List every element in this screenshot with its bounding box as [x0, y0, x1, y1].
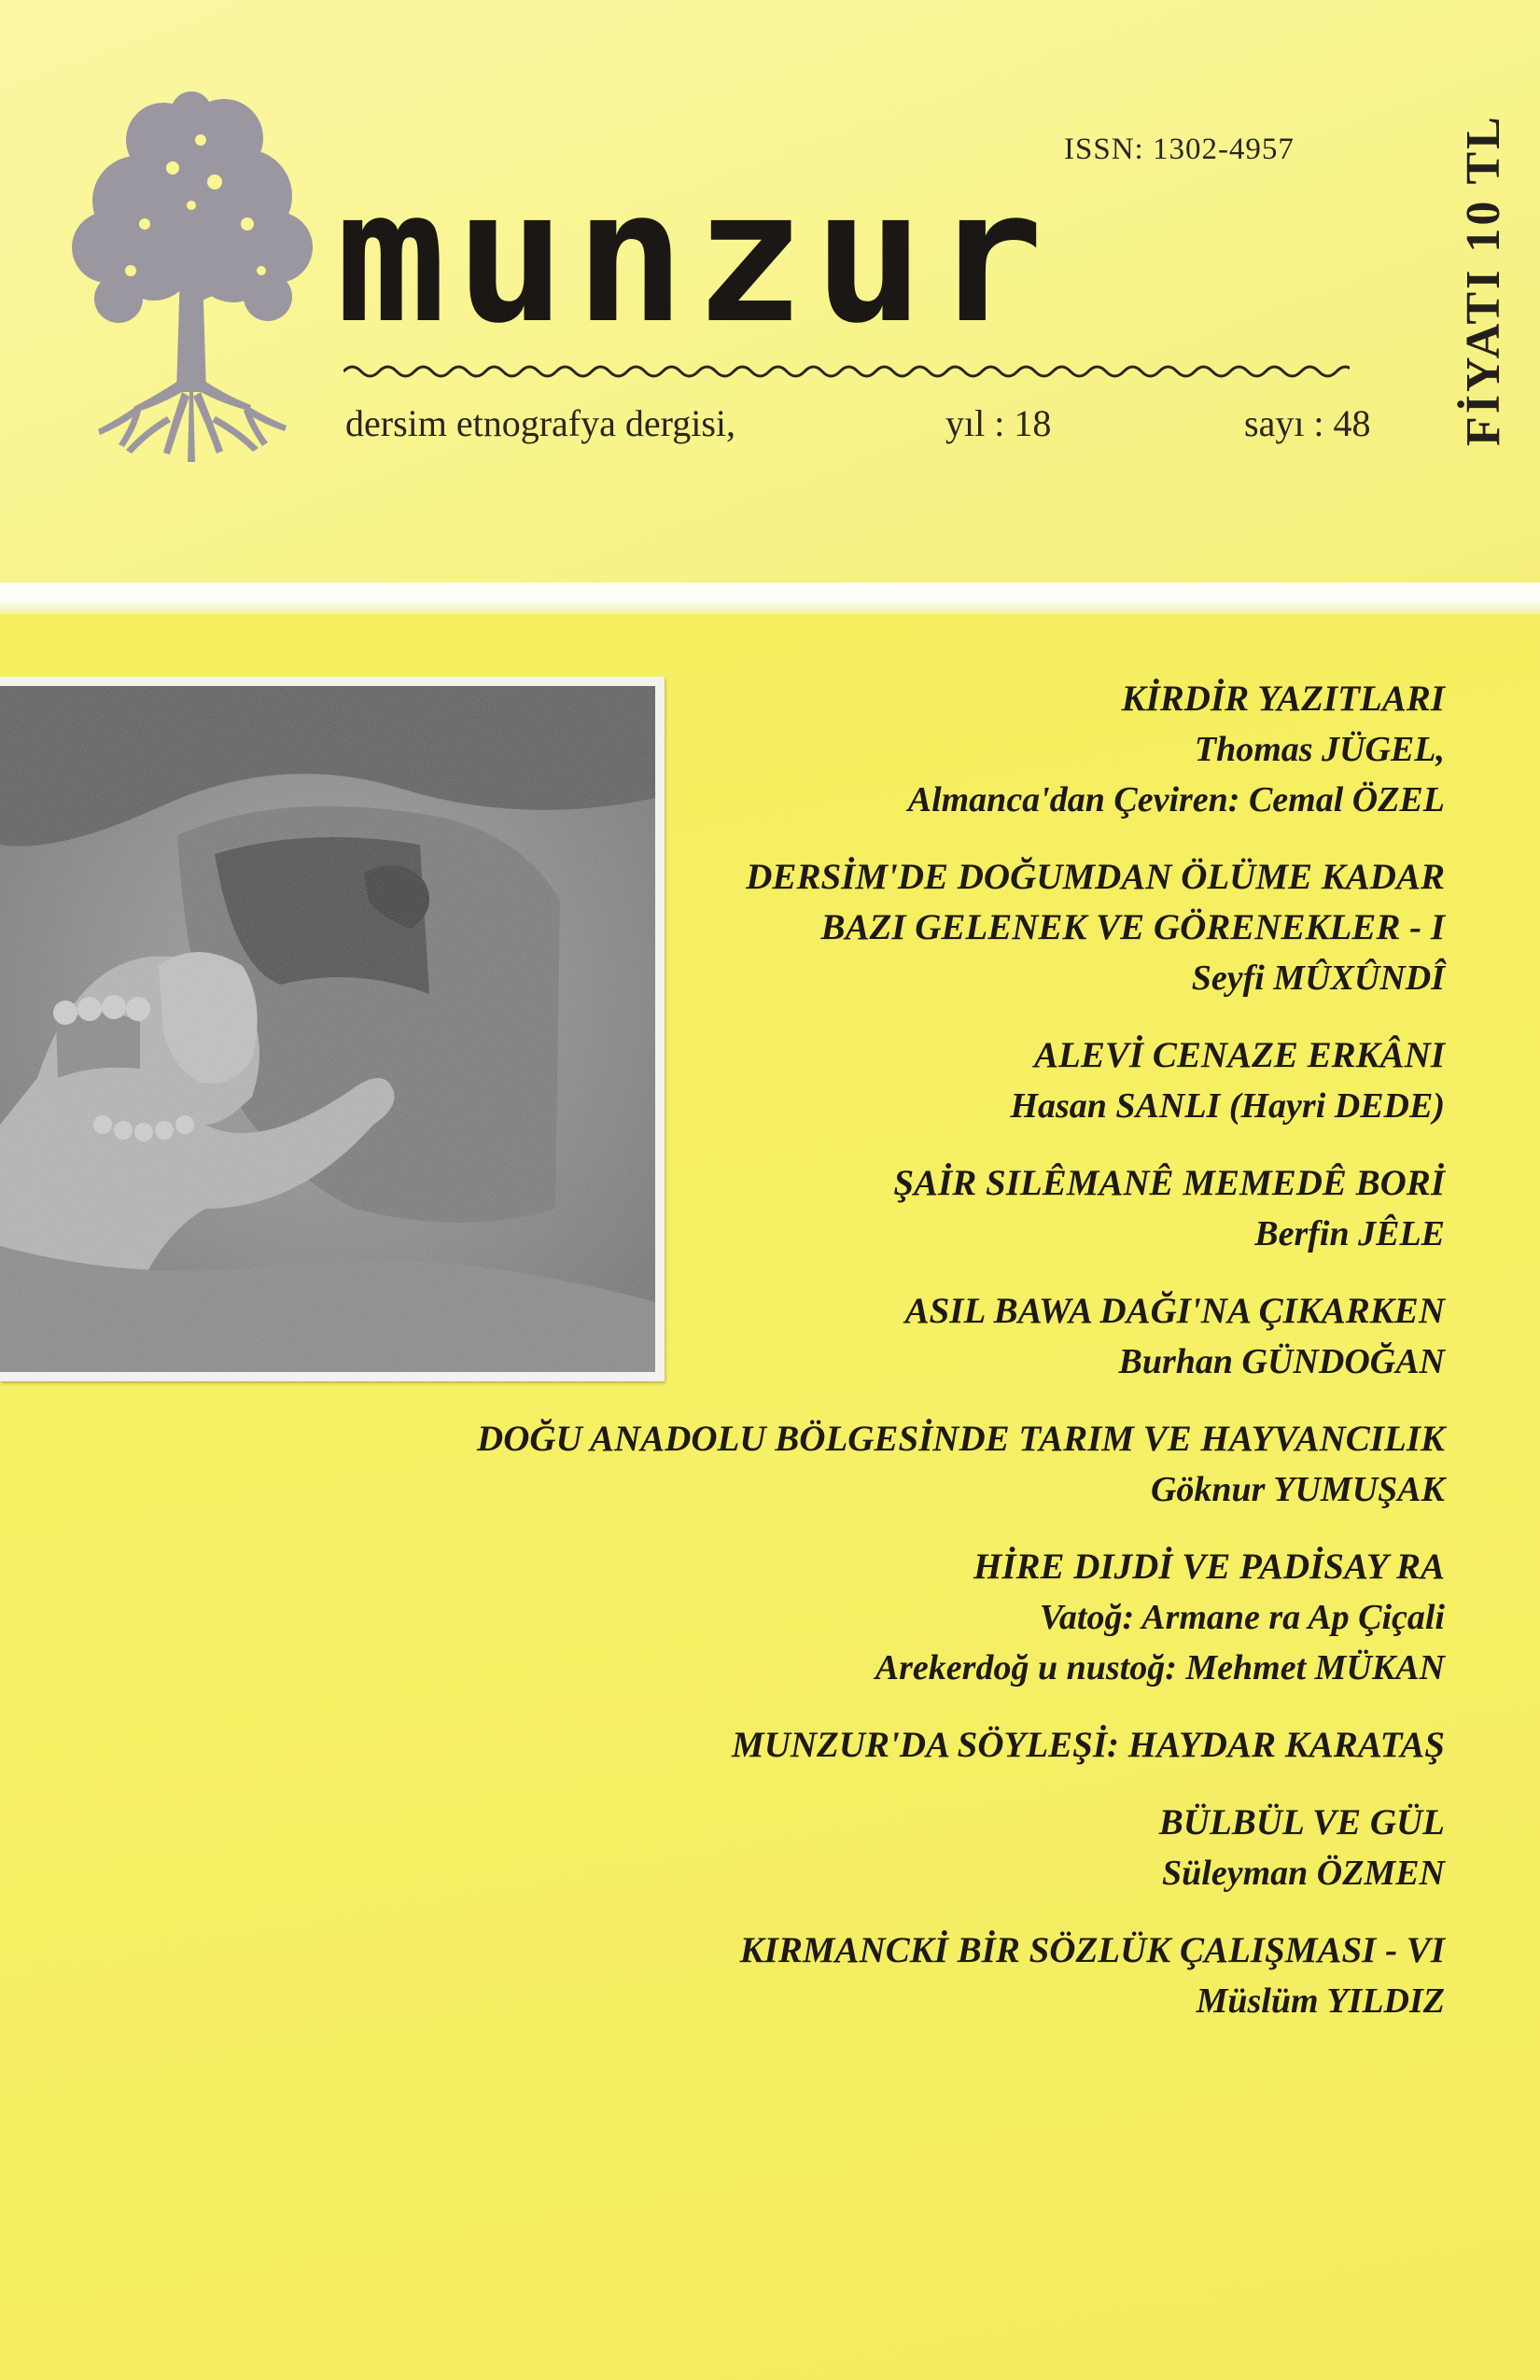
article-title: KİRDİR YAZITLARI	[1121, 679, 1445, 719]
article-entry	[355, 1720, 1445, 1771]
article-entry	[355, 1798, 1445, 1898]
article-entry	[355, 1030, 1445, 1131]
article-author: Arekerdoğ u nustoğ: Mehmet MÜKAN	[875, 1648, 1445, 1687]
article-author: Göknur YUMUŞAK	[1150, 1470, 1445, 1509]
magazine-title: munzur	[336, 151, 1054, 364]
tree-with-roots-icon	[51, 84, 331, 467]
article-entry	[355, 1542, 1445, 1693]
article-author: Burhan GÜNDOĞAN	[1118, 1342, 1445, 1381]
article-entry	[355, 1286, 1445, 1387]
article-entry	[355, 1158, 1445, 1259]
article-entry	[355, 1925, 1445, 2026]
article-title: ASIL BAWA DAĞI'NA ÇIKARKEN	[904, 1291, 1445, 1331]
article-entry	[355, 674, 1445, 825]
article-entry	[355, 852, 1445, 1003]
article-author: Müslüm YILDIZ	[1196, 1981, 1445, 2021]
article-title: KIRMANCKİ BİR SÖZLÜK ÇALIŞMASI - VI	[739, 1930, 1445, 1970]
article-author: Thomas JÜGEL,	[1194, 730, 1445, 769]
article-author: Vatoğ: Armane ra Ap Çiçali	[1039, 1598, 1445, 1637]
article-entry	[355, 1414, 1445, 1515]
article-author: Süleyman ÖZMEN	[1162, 1854, 1445, 1893]
article-title: ALEVİ CENAZE ERKÂNI	[1034, 1035, 1445, 1075]
article-title: ŞAİR SILÊMANÊ MEMEDÊ BORİ	[893, 1163, 1445, 1203]
article-title: HİRE DIJDİ VE PADİSAY RA	[973, 1547, 1445, 1587]
white-divider-strip	[0, 582, 1540, 614]
article-title: DERSİM'DE DOĞUMDAN ÖLÜME KADAR	[746, 857, 1445, 897]
article-author: Berfin JÊLE	[1254, 1214, 1445, 1253]
issn-number: ISSN: 1302-4957	[1064, 133, 1295, 166]
wave-rule	[343, 358, 1350, 385]
article-author: Almanca'dan Çeviren: Cemal ÖZEL	[907, 780, 1445, 819]
price-label: FİYATI 10 TL	[1457, 114, 1510, 446]
table-of-contents	[355, 674, 1445, 2053]
volume-year: yıl : 18	[945, 402, 1052, 444]
article-title: BÜLBÜL VE GÜL	[1158, 1802, 1445, 1842]
article-title: DOĞU ANADOLU BÖLGESİNDE TARIM VE HAYVANCILIK	[477, 1419, 1445, 1459]
article-title: MUNZUR'DA SÖYLEŞİ: HAYDAR KARATAŞ	[732, 1725, 1445, 1765]
article-author: Hasan SANLI (Hayri DEDE)	[1010, 1086, 1445, 1126]
article-title: BAZI GELENEK VE GÖRENEKLER - I	[820, 907, 1445, 947]
article-author: Seyfi MÛXÛNDÎ	[1191, 959, 1445, 998]
magazine-subtitle: dersim etnografya dergisi,	[345, 402, 736, 444]
issue-number: sayı : 48	[1244, 402, 1371, 444]
